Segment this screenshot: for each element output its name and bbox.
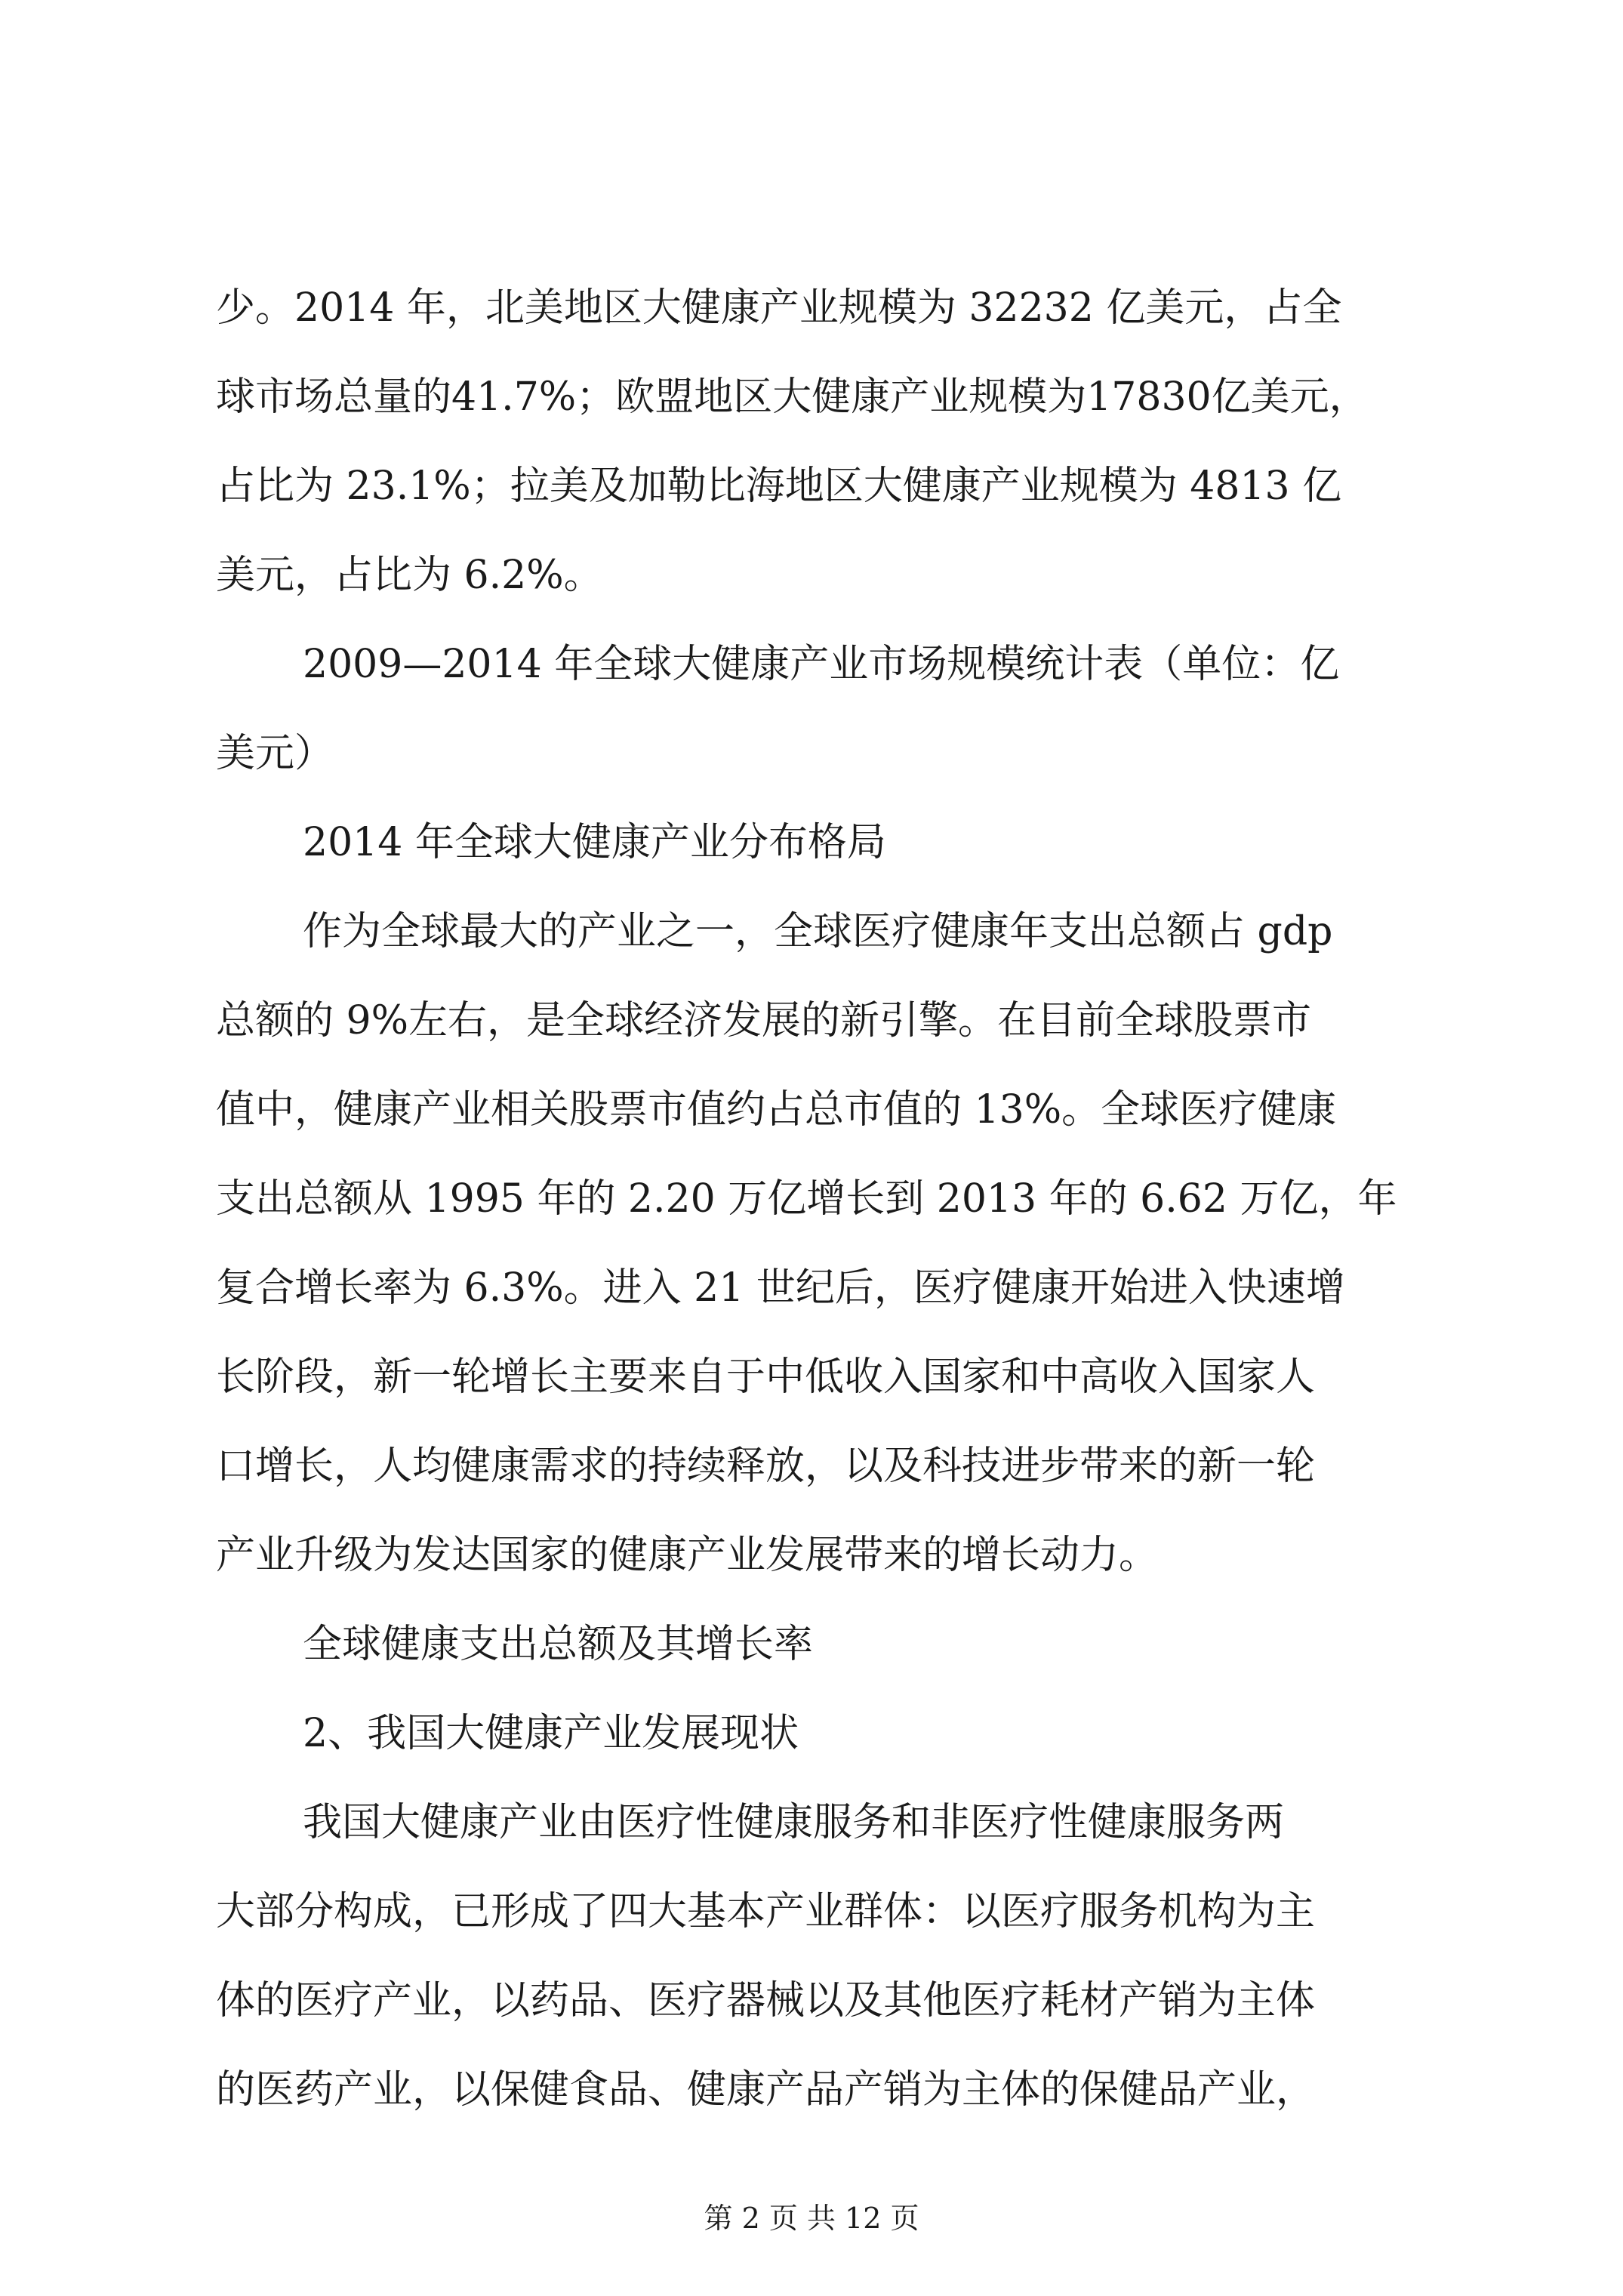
text-line: 复合增长率为 6.3%。进入 21 世纪后，医疗健康开始进入快速增 [216, 1265, 1345, 1311]
text-line: 大部分构成，已形成了四大基本产业群体：以医疗服务机构为主 [216, 1889, 1316, 1934]
text-line: 少。2014 年，北美地区大健康产业规模为 32232 亿美元，占全 [216, 285, 1342, 331]
text-line: 占比为 23.1%；拉美及加勒比海地区大健康产业规模为 4813 亿 [216, 464, 1342, 509]
page-number: 第 2 页 共 12 页 [704, 2202, 919, 2235]
section-heading: 2、我国大健康产业发展现状 [303, 1711, 799, 1756]
text-line: 美元，占比为 6.2%。 [216, 553, 603, 598]
text-line: 球市场总量的41.7%；欧盟地区大健康产业规模为17830亿美元， [216, 374, 1369, 420]
text-line: 长阶段，新一轮增长主要来自于中低收入国家和中高收入国家人 [216, 1354, 1316, 1400]
figure-caption: 全球健康支出总额及其增长率 [303, 1622, 814, 1667]
text-line: 美元） [216, 731, 334, 776]
paragraph-start: 我国大健康产业由医疗性健康服务和非医疗性健康服务两 [303, 1800, 1285, 1845]
text-line: 的医药产业，以保健食品、健康产品产销为主体的保健品产业， [216, 2067, 1316, 2113]
paragraph-start: 作为全球最大的产业之一，全球医疗健康年支出总额占 gdp [303, 909, 1333, 954]
table-caption: 2009—2014 年全球大健康产业市场规模统计表（单位：亿 [303, 642, 1340, 687]
figure-caption: 2014 年全球大健康产业分布格局 [303, 820, 886, 865]
text-line: 支出总额从 1995 年的 2.20 万亿增长到 2013 年的 6.62 万亿，年 [216, 1176, 1397, 1222]
text-line: 产业升级为发达国家的健康产业发展带来的增长动力。 [216, 1533, 1159, 1578]
text-line: 总额的 9%左右，是全球经济发展的新引擎。在目前全球股票市 [216, 998, 1312, 1043]
text-line: 口增长，人均健康需求的持续释放，以及科技进步带来的新一轮 [216, 1444, 1316, 1489]
text-line: 值中，健康产业相关股票市值约占总市值的 13%。全球医疗健康 [216, 1087, 1337, 1133]
text-line: 体的医疗产业，以药品、医疗器械以及其他医疗耗材产销为主体 [216, 1978, 1316, 2023]
page-footer [0, 2197, 1623, 2239]
